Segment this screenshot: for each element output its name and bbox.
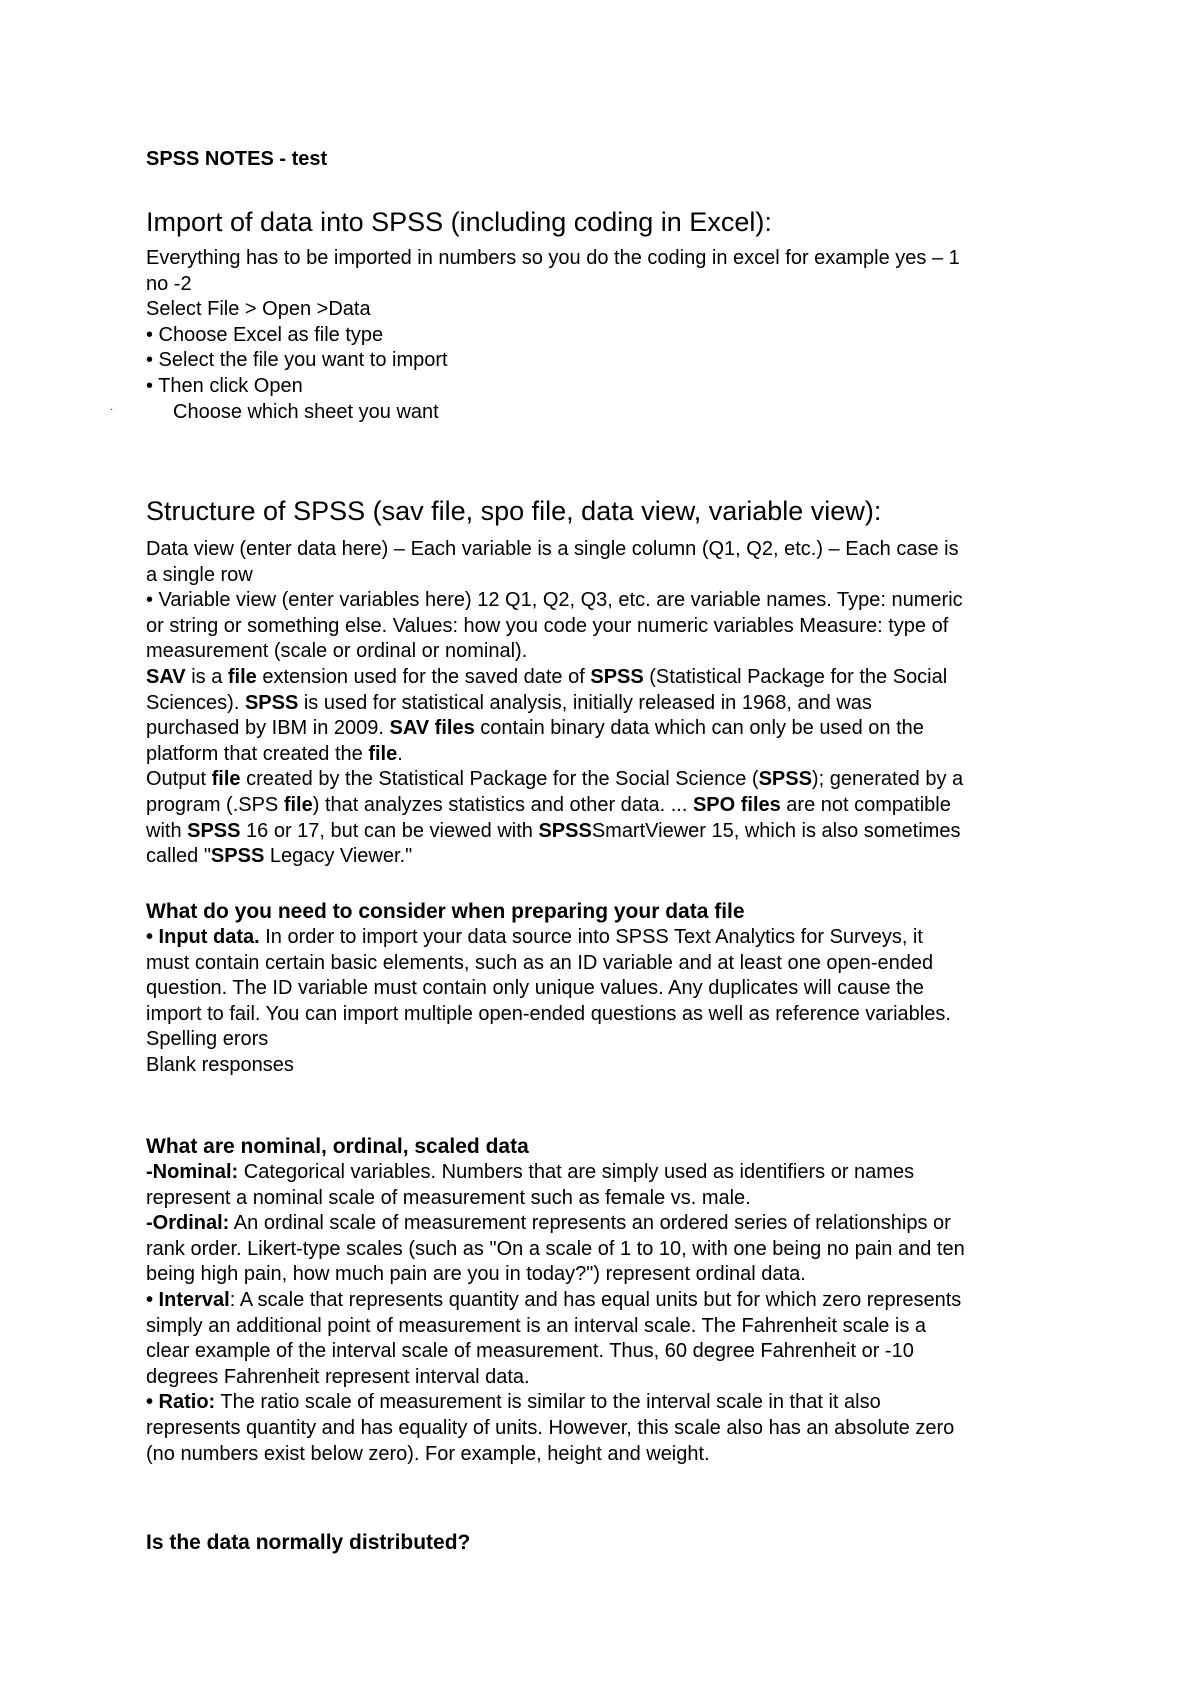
text-run: (Statistical Package for the Social	[643, 665, 948, 688]
bullet-item	[146, 1390, 1086, 1416]
paragraph-line	[146, 691, 1086, 717]
paragraph-line	[146, 665, 1086, 691]
bold-term: SPSS	[187, 819, 241, 842]
bold-term: SPSS	[244, 691, 299, 714]
bold-term: SPSS	[590, 665, 644, 688]
section-body-import	[146, 246, 1086, 425]
section-body-scales	[146, 1160, 1086, 1467]
text-run: Categorical variables. Numbers that are simply used as identifiers or names	[238, 1161, 915, 1183]
paragraph-line: clear example of the interval scale of measurement. Thus, 60 degree Fahrenheit or -10	[146, 1340, 914, 1363]
text-run: Sciences).	[146, 691, 245, 714]
text-run: created by the Statistical Package for the Social Science (	[240, 768, 759, 791]
text-run: purchased by IBM in 2009.	[146, 717, 390, 740]
bullet-item: • Select the file you want to import	[146, 349, 448, 372]
paragraph-line: import to fail. You can import multiple open-ended questions as well as reference variables.	[146, 1002, 951, 1025]
text-run: In order to import your data source into SPSS Text Analytics for Surveys, it	[259, 926, 923, 948]
indented-item: Choose which sheet you want	[173, 400, 439, 423]
text-run: Output	[146, 768, 212, 791]
bold-term: file	[227, 665, 257, 688]
text-run: An ordinal scale of measurement represents an ordered series of relationships or	[229, 1212, 951, 1235]
bold-term: -Ordinal:	[146, 1212, 230, 1235]
bold-term: SPSS	[538, 819, 592, 842]
stray-bullet-mark: ·	[110, 404, 114, 415]
bold-term: SPSS	[210, 845, 265, 868]
paragraph-line: Blank responses	[146, 1053, 294, 1076]
bold-term: file	[368, 742, 398, 765]
bold-term: SPO files	[692, 793, 781, 816]
paragraph-line: must contain certain basic elements, such as an ID variable and at least one open-ended	[146, 951, 934, 974]
document-title: SPSS NOTES - test	[146, 148, 328, 170]
text-run: called "	[146, 845, 211, 868]
text-run: The ratio scale of measurement is similar to the interval scale in that it also	[215, 1391, 881, 1414]
section-heading-scales: What are nominal, ordinal, scaled data	[146, 1135, 529, 1158]
text-run: platform that created the	[146, 742, 369, 765]
text-run: ) that analyzes statistics and other data. ...	[312, 793, 693, 816]
section-heading-structure: Structure of SPSS (sav file, spo file, data view, variable view):	[146, 496, 882, 526]
text-run: are not compatible	[780, 793, 951, 816]
paragraph-line: question. The ID variable must contain only unique values. Any duplicates will cause the	[146, 977, 924, 1000]
paragraph-line: or string or something else. Values: how you code your numeric variables Measure: type of	[146, 614, 949, 637]
section-heading-import: Import of data into SPSS (including coding in Excel):	[146, 207, 772, 237]
text-run: : A scale that represents quantity and has equal units but for which zero represents	[229, 1288, 962, 1311]
bullet-item: • Variable view (enter variables here) 12 Q1, Q2, Q3, etc. are variable names. Type: numeric	[146, 589, 963, 612]
text-run: is used for statistical analysis, initially released in 1968, and was	[298, 691, 872, 714]
section-heading-normality: Is the data normally distributed?	[146, 1531, 471, 1554]
paragraph-line: measurement (scale or ordinal or nominal).	[146, 640, 528, 663]
bullet-item: • Then click Open	[146, 374, 303, 397]
text-run: 16 or 17, but can be viewed with	[240, 819, 539, 842]
paragraph-line: Spelling erors	[146, 1028, 269, 1051]
paragraph-line: Data view (enter data here) – Each variable is a single column (Q1, Q2, etc.) – Each case is	[146, 538, 959, 560]
paragraph-line	[146, 793, 1086, 819]
text-run: SmartViewer 15, which is also sometimes	[591, 819, 961, 842]
text-run: contain binary data which can only be used on the	[474, 717, 924, 740]
bold-term: SAV	[146, 665, 186, 688]
text-run: with	[146, 819, 188, 842]
section-body-preparing	[146, 925, 1086, 1079]
bullet-item: • Choose Excel as file type	[146, 323, 384, 346]
bullet-item	[146, 925, 1086, 951]
paragraph-line: represent a nominal scale of measurement such as female vs. male.	[146, 1186, 751, 1209]
bold-term: • Ratio:	[146, 1391, 216, 1414]
section-heading-preparing: What do you need to consider when preparing your data file	[146, 900, 745, 923]
bold-term: • Input data.	[146, 926, 260, 948]
text-run: extension used for the saved date of	[256, 665, 591, 688]
text-run: .	[397, 742, 403, 765]
paragraph-line: (no numbers exist below zero). For example, height and weight.	[146, 1442, 710, 1465]
bold-term: SAV files	[389, 717, 475, 740]
text-run: ); generated by a	[811, 768, 964, 791]
paragraph-line: Everything has to be imported in numbers so you do the coding in excel for example yes – 1	[146, 247, 960, 269]
paragraph-line: degrees Fahrenheit represent interval data.	[146, 1365, 530, 1388]
bold-term: SPSS	[758, 768, 812, 791]
paragraph-line: rank order. Likert-type scales (such as "On a scale of 1 to 10, with one being no pain and ten	[146, 1237, 965, 1260]
text-run: is a	[185, 665, 228, 688]
bold-term: file	[283, 793, 313, 816]
paragraph-line	[146, 819, 1086, 845]
paragraph-line	[146, 1160, 1086, 1186]
paragraph-line: a single row	[146, 563, 253, 586]
paragraph-line	[146, 742, 1086, 768]
text-run: Legacy Viewer."	[264, 845, 413, 868]
section-body-structure	[146, 537, 1086, 870]
paragraph-line	[146, 1211, 1086, 1237]
bullet-item	[146, 1288, 1086, 1314]
bold-term: • Interval	[146, 1288, 230, 1311]
bold-term: file	[211, 768, 241, 791]
paragraph-line: simply an additional point of measurement is an interval scale. The Fahrenheit scale is a	[146, 1314, 927, 1337]
text-run: program (.SPS	[146, 793, 284, 816]
bold-term: -Nominal:	[146, 1161, 239, 1183]
paragraph-line: being high pain, how much pain are you in today?") represent ordinal data.	[146, 1263, 806, 1286]
paragraph-line: represents quantity and has equality of units. However, this scale also has an absolute zero	[146, 1416, 955, 1439]
paragraph-line: Select File > Open >Data	[146, 298, 371, 321]
paragraph-line	[146, 716, 1086, 742]
paragraph-line	[146, 767, 1086, 793]
paragraph-line: no -2	[146, 272, 192, 295]
paragraph-line	[146, 844, 1086, 870]
